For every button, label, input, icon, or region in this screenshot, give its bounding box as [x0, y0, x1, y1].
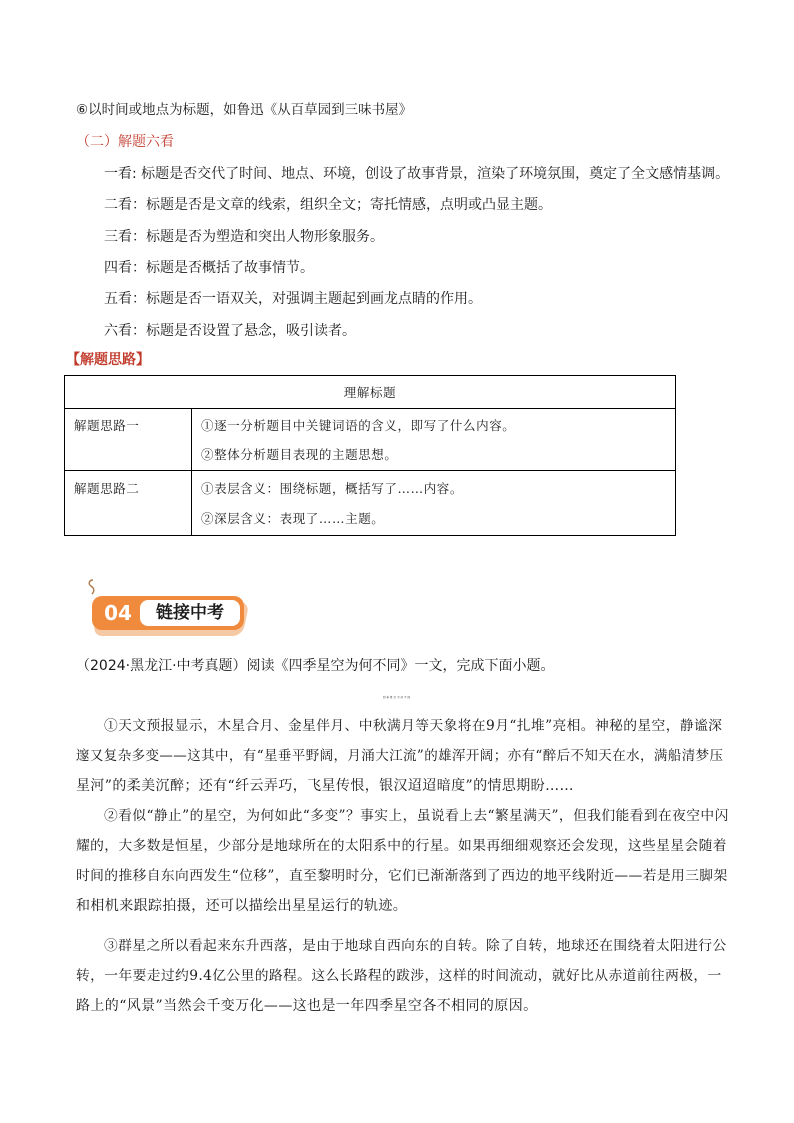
approach-table: [64, 375, 676, 536]
table-column-divider: [191, 408, 192, 535]
badge-label: 链接中考: [140, 600, 240, 626]
article-line: ①天文预报显示，木星合月、金星伴月、中秋满月等天象将在9月“扎堆”亮相。神秘的星空，静谧深: [104, 718, 723, 734]
look-item: 五看：标题是否一语双关，对强调主题起到画龙点睛的作用。: [104, 291, 482, 307]
look-item: 二看：标题是否是文章的线索，组织全文；寄托情感，点明或凸显主题。: [104, 197, 552, 213]
article-line: ②看似“静止”的星空，为何如此“多变”？事实上，虽说看上去“繁星满天”，但我们能看到在夜空中闪: [104, 808, 729, 824]
table-cell-line: ②整体分析题目表现的主题思想。: [201, 447, 398, 462]
table-row-label: 解题思路一: [74, 418, 140, 433]
table-cell-line: ①逐一分析题目中关键词语的含义，即写了什么内容。: [201, 418, 516, 433]
article-line: 路上的“风景”当然会千变万化——这也是一年四季星空各不相同的原因。: [76, 998, 538, 1014]
exam-prompt: （2024·黑龙江·中考真题）阅读《四季星空为何不同》一文，完成下面小题。: [76, 658, 555, 674]
table-row-label: 解题思路二: [74, 481, 140, 496]
table-cell-line: ②深层含义：表现了……主题。: [201, 511, 385, 526]
article-line: 耀的，大多数是恒星，少部分是地球所在的太阳系中的行星。如果再细细观察还会发现，这些星星会随着: [76, 838, 727, 854]
look-item: 一看: 标题是否交代了时间、地点、环境，创设了故事背景，渲染了环境氛围，奠定了全文感情基调。: [104, 166, 730, 182]
badge-number: 04: [104, 601, 132, 625]
article-line: 星河”的柔美沉醉；还有“纤云弄巧，飞星传恨，银汉迢迢暗度”的情思期盼……: [76, 778, 574, 794]
table-header: 理解标题: [343, 385, 397, 400]
article-line: ③群星之所以看起来东升西落，是由于地球自西向东的自转。除了自转，地球还在围绕着太阳进行公: [104, 938, 727, 954]
section-badge: [86, 578, 256, 638]
look-item: 四看：标题是否概括了故事情节。: [104, 260, 314, 276]
approach-heading: 【解题思路】: [66, 352, 150, 368]
table-row-divider: [64, 470, 676, 471]
article-line: 时间的推移自东向西发生“位移”，直至黎明时分，它们已渐渐落到了西边的地平线附近——若是用三脚架: [76, 868, 728, 884]
article-line: 和相机来跟踪拍摄，还可以描绘出星星运行的轨迹。: [76, 898, 408, 914]
table-cell-line: ①表层含义：围绕标题，概括写了……内容。: [201, 481, 464, 496]
article-title: 四季星空为何不同: [382, 696, 411, 699]
look-item: 三看：标题是否为塑造和突出人物形象服务。: [104, 229, 384, 245]
look-item: 六看：标题是否设置了悬念，吸引读者。: [104, 323, 356, 339]
table-row-divider: [64, 408, 676, 409]
article-line: 邃又复杂多变——这其中，有“星垂平野阔，月涌大江流”的雄浑开阔；亦有“醉后不知天在水，满船清梦压: [76, 748, 724, 764]
item-six-text: ⑥以时间或地点为标题，如鲁迅《从百草园到三味书屋》: [76, 102, 413, 118]
article-line: 转，一年要走过约9.4亿公里的路程。这么长路程的跋涉，这样的时间流动，就好比从赤道前往两极，一: [76, 968, 722, 984]
section-heading: （二）解题六看: [76, 134, 174, 150]
paperclip-icon: [86, 578, 100, 598]
